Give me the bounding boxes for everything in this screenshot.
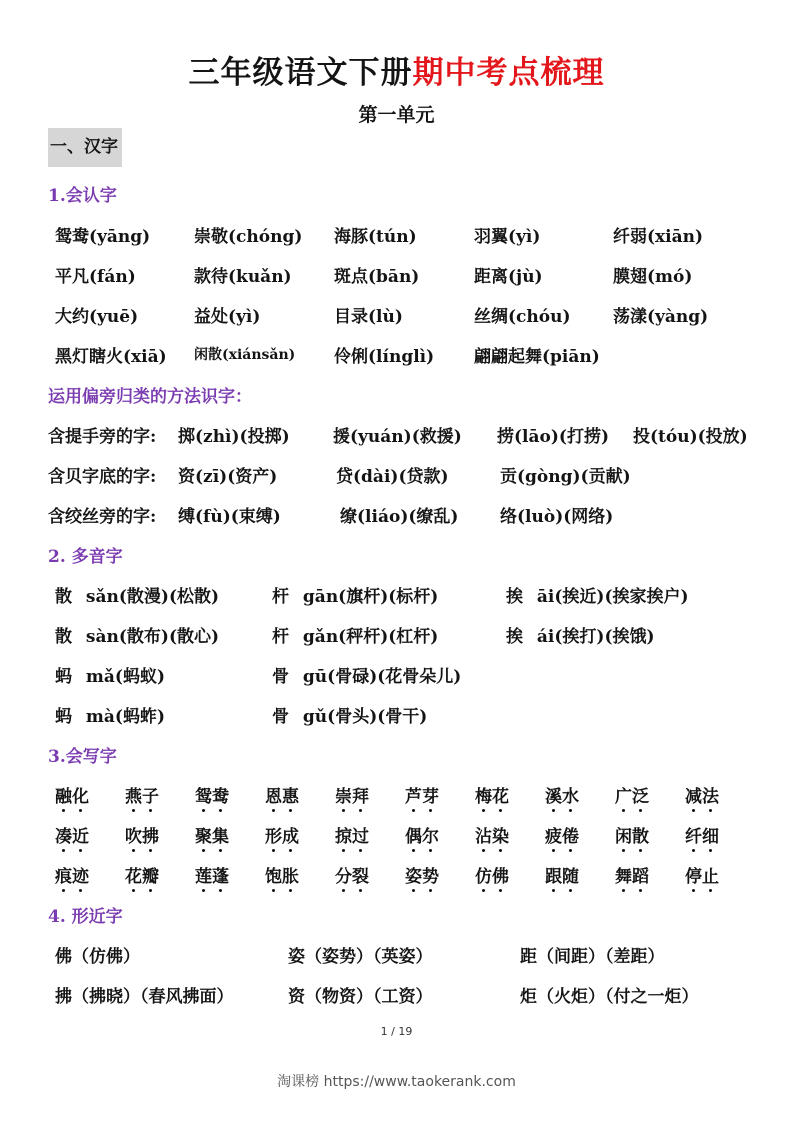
write-char: 鸳	[195, 782, 212, 807]
radical-item: 贷(dài)(贷款)	[336, 467, 449, 487]
radical-item: 援(yuán)(救援)	[333, 427, 462, 447]
write-word	[475, 782, 509, 807]
write-char: 过	[352, 822, 369, 847]
similar-item: 佛（仿佛）	[55, 947, 140, 967]
write-char: 细	[702, 822, 719, 847]
polyphonic-item: 杆 gǎn(秤杆)(杠杆)	[272, 627, 439, 647]
write-word	[335, 782, 369, 807]
write-char: 蹈	[632, 862, 649, 887]
write-char: 恩	[265, 782, 282, 807]
write-char: 形	[265, 822, 282, 847]
radical-label: 含贝字底的字:	[48, 467, 157, 487]
write-char: 集	[212, 822, 229, 847]
write-word	[615, 862, 649, 887]
heading-recognize: 1.会认字	[48, 186, 117, 206]
write-char: 势	[422, 862, 439, 887]
heading-similar: 4. 形近字	[48, 907, 123, 927]
write-word	[685, 862, 719, 887]
read-item: 羽翼(yì)	[474, 227, 541, 247]
write-char: 姿	[405, 862, 422, 887]
write-char: 花	[492, 782, 509, 807]
write-word	[685, 822, 719, 847]
write-word	[125, 822, 159, 847]
polyphonic-item: 骨 gǔ(骨头)(骨干)	[272, 707, 428, 727]
read-item: 平凡(fán)	[55, 267, 136, 287]
write-char: 迹	[72, 862, 89, 887]
write-char: 随	[562, 862, 579, 887]
write-char: 舞	[615, 862, 632, 887]
write-char: 闲	[615, 822, 632, 847]
read-item: 伶俐(línglì)	[334, 347, 435, 367]
write-char: 溪	[545, 782, 562, 807]
write-char: 吹	[125, 822, 142, 847]
read-item: 鸳鸯(yāng)	[55, 227, 151, 247]
write-word	[545, 862, 579, 887]
write-char: 梅	[475, 782, 492, 807]
write-word	[475, 862, 509, 887]
write-char: 聚	[195, 822, 212, 847]
write-char: 跟	[545, 862, 562, 887]
similar-item: 姿（姿势）（英姿）	[288, 947, 433, 967]
write-char: 沾	[475, 822, 492, 847]
page-title	[0, 47, 793, 92]
write-word	[335, 822, 369, 847]
polyphonic-item: 蚂 mǎ(蚂蚁)	[55, 667, 166, 687]
section-heading-characters: 一、汉字	[48, 128, 122, 167]
radical-label: 含绞丝旁的字:	[48, 507, 157, 527]
polyphonic-item: 杆 gān(旗杆)(标杆)	[272, 587, 439, 607]
read-item: 海豚(tún)	[334, 227, 417, 247]
write-word	[405, 862, 439, 887]
write-char: 鸯	[212, 782, 229, 807]
write-word	[545, 782, 579, 807]
write-char: 崇	[335, 782, 352, 807]
radical-item: 缭(liáo)(缭乱)	[340, 507, 459, 527]
write-word	[405, 822, 439, 847]
write-char: 拜	[352, 782, 369, 807]
radical-item: 贡(gòng)(贡献)	[500, 467, 631, 487]
polyphonic-item: 挨 āi(挨近)(挨家挨户)	[506, 587, 689, 607]
write-char: 拂	[142, 822, 159, 847]
write-word	[195, 822, 229, 847]
write-char: 花	[125, 862, 142, 887]
write-char: 芽	[422, 782, 439, 807]
read-item: 翩翩起舞(piān)	[474, 347, 600, 367]
write-char: 止	[702, 862, 719, 887]
write-char: 化	[72, 782, 89, 807]
footer-link[interactable]: 淘课榜 https://www.taokerank.com	[277, 1074, 516, 1090]
write-char: 燕	[125, 782, 142, 807]
polyphonic-item: 散 sǎn(散漫)(松散)	[55, 587, 220, 607]
read-item: 目录(lù)	[334, 307, 403, 327]
write-word	[265, 782, 299, 807]
polyphonic-item: 骨 gū(骨碌)(花骨朵儿)	[272, 667, 462, 687]
write-char: 佛	[492, 862, 509, 887]
write-char: 成	[282, 822, 299, 847]
radical-label: 含提手旁的字:	[48, 427, 157, 447]
write-char: 散	[632, 822, 649, 847]
read-item: 丝绸(chóu)	[474, 307, 571, 327]
write-word	[195, 862, 229, 887]
read-item: 膜翅(mó)	[613, 267, 693, 287]
read-item: 斑点(bān)	[334, 267, 420, 287]
write-word	[125, 782, 159, 807]
polyphonic-item: 挨 ái(挨打)(挨饿)	[506, 627, 655, 647]
write-char: 纤	[685, 822, 702, 847]
write-word	[265, 822, 299, 847]
write-word	[55, 782, 89, 807]
radical-item: 掷(zhì)(投掷)	[178, 427, 290, 447]
read-item: 闲散(xiánsǎn)	[194, 347, 296, 363]
write-word	[195, 782, 229, 807]
similar-item: 炬（火炬）（付之一炬）	[520, 987, 699, 1007]
write-char: 染	[492, 822, 509, 847]
similar-item: 拂（拂晓）（春风拂面）	[55, 987, 234, 1007]
write-char: 掠	[335, 822, 352, 847]
radical-item: 络(luò)(网络)	[500, 507, 614, 527]
write-word	[545, 822, 579, 847]
write-char: 减	[685, 782, 702, 807]
write-char: 泛	[632, 782, 649, 807]
title-black: 三年级语文下册	[188, 55, 413, 91]
write-char: 停	[685, 862, 702, 887]
radical-item: 缚(fù)(束缚)	[178, 507, 281, 527]
write-char: 饱	[265, 862, 282, 887]
read-item: 荡漾(yàng)	[613, 307, 709, 327]
write-char: 水	[562, 782, 579, 807]
write-word	[125, 862, 159, 887]
read-item: 大约(yuē)	[55, 307, 139, 327]
read-item: 崇敬(chóng)	[194, 227, 303, 247]
write-char: 仿	[475, 862, 492, 887]
write-char: 瓣	[142, 862, 159, 887]
write-char: 分	[335, 862, 352, 887]
read-item: 黑灯瞎火(xiā)	[55, 347, 167, 367]
write-char: 莲	[195, 862, 212, 887]
write-char: 裂	[352, 862, 369, 887]
radical-item: 资(zī)(资产)	[178, 467, 278, 487]
similar-item: 距（间距）（差距）	[520, 947, 665, 967]
write-word	[475, 822, 509, 847]
page-number: 1 / 19	[380, 1025, 413, 1038]
write-word	[615, 782, 649, 807]
write-word	[55, 862, 89, 887]
read-item: 纤弱(xiān)	[613, 227, 704, 247]
radical-item: 捞(lāo)(打捞)	[497, 427, 609, 447]
write-char: 倦	[562, 822, 579, 847]
unit-heading: 第一单元	[358, 104, 435, 126]
write-char: 广	[615, 782, 632, 807]
write-char: 痕	[55, 862, 72, 887]
heading-write: 3.会写字	[48, 747, 117, 767]
write-char: 惠	[282, 782, 299, 807]
polyphonic-item: 散 sàn(散布)(散心)	[55, 627, 220, 647]
read-item: 益处(yì)	[194, 307, 261, 327]
write-char: 芦	[405, 782, 422, 807]
write-word	[335, 862, 369, 887]
write-word	[685, 782, 719, 807]
write-char: 凑	[55, 822, 72, 847]
heading-radical: 运用偏旁归类的方法识字：	[48, 387, 252, 407]
write-char: 尔	[422, 822, 439, 847]
write-char: 融	[55, 782, 72, 807]
read-item: 款待(kuǎn)	[194, 267, 292, 287]
write-char: 蓬	[212, 862, 229, 887]
similar-item: 资（物资）（工资）	[288, 987, 433, 1007]
read-item: 距离(jù)	[474, 267, 543, 287]
write-char: 偶	[405, 822, 422, 847]
write-word	[615, 822, 649, 847]
write-char: 近	[72, 822, 89, 847]
heading-polyphonic: 2. 多音字	[48, 547, 123, 567]
write-char: 疲	[545, 822, 562, 847]
write-word	[55, 822, 89, 847]
write-char: 子	[142, 782, 159, 807]
write-word	[405, 782, 439, 807]
write-char: 法	[702, 782, 719, 807]
write-char: 胀	[282, 862, 299, 887]
title-red: 期中考点梳理	[412, 55, 605, 91]
polyphonic-item: 蚂 mà(蚂蚱)	[55, 707, 166, 727]
radical-item: 投(tóu)(投放)	[633, 427, 748, 447]
write-word	[265, 862, 299, 887]
